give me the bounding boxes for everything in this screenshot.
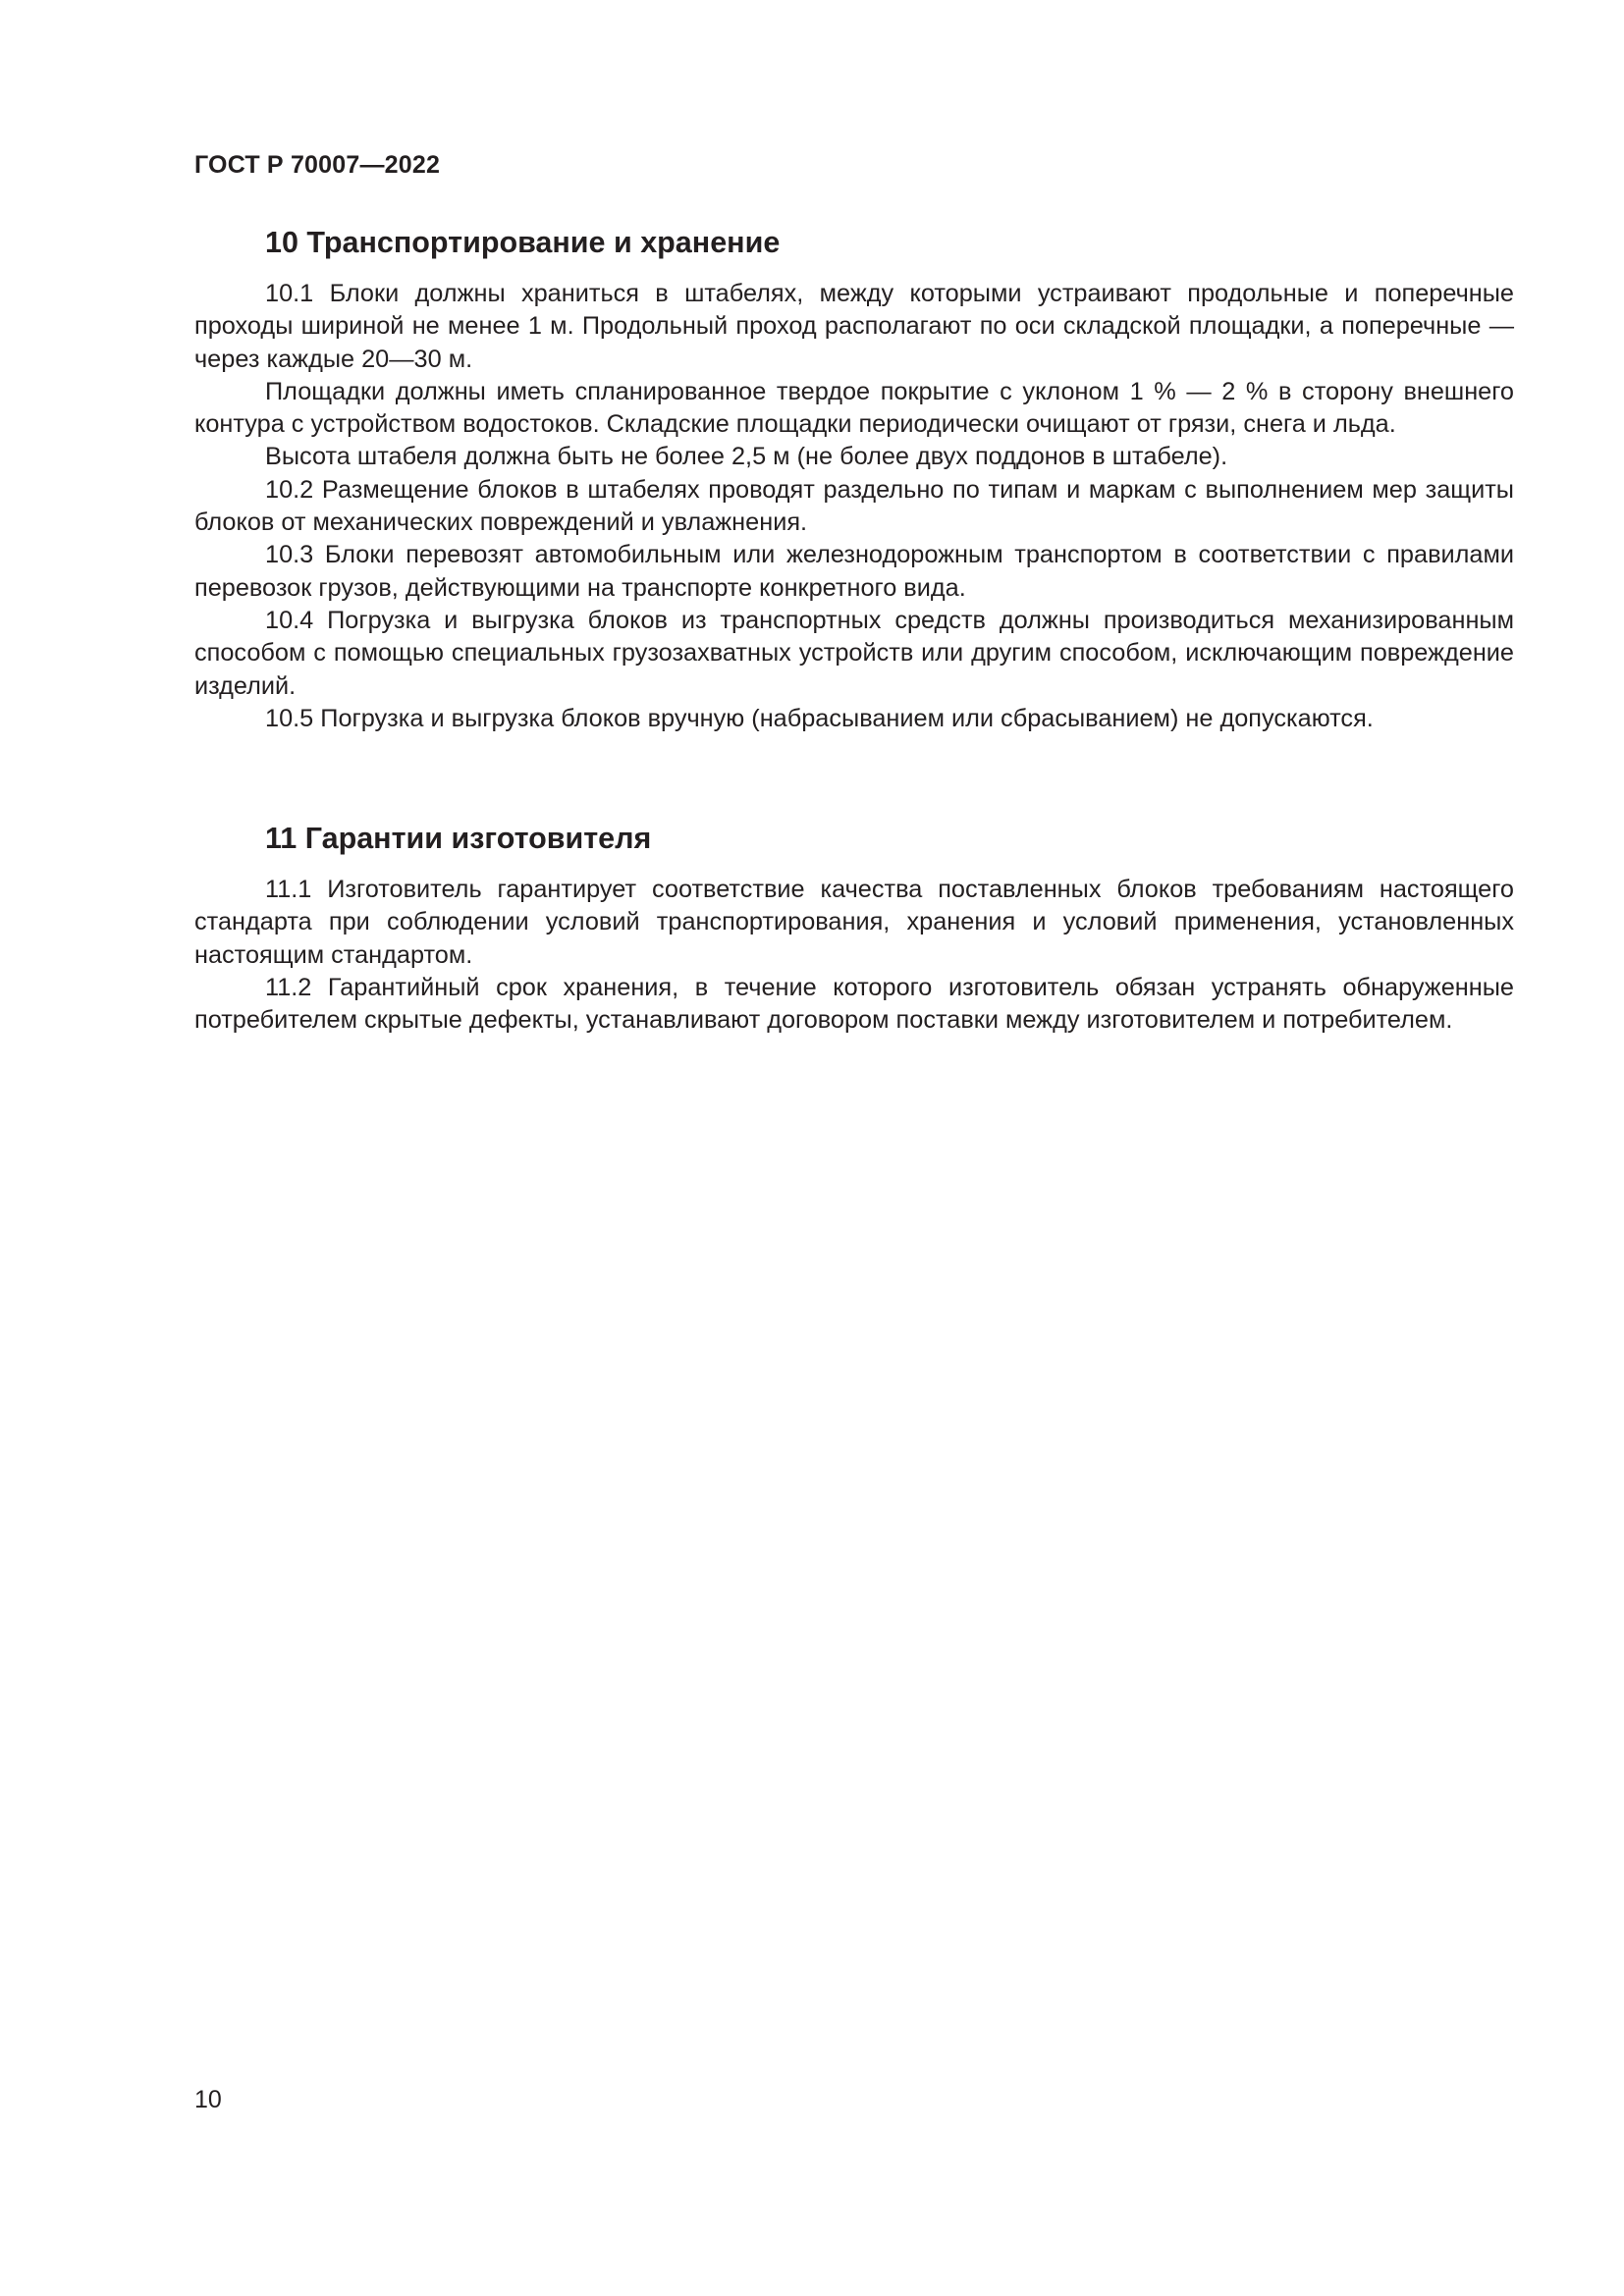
paragraph-sites: Площадки должны иметь спланированное твердое покрытие с уклоном 1 % — 2 % в сторону внешнего контура с устройством водостоков. Складские площадки периодически очищают от грязи, снега и льда. [194,377,1514,439]
page-number: 10 [194,2086,222,2113]
paragraph-10-4: 10.4 Погрузка и выгрузка блоков из транспортных средств должны производиться механизированным способом с помощью специальных грузозахватных устройств или другим способом, исключающим повреждение изделий. [194,606,1514,700]
paragraph-11-1: 11.1 Изготовитель гарантирует соответствие качества поставленных блоков требованиям настоящего стандарта при соблюдении условий транспортирования, хранения и условий применения, установленных настоящим стандартом. [194,876,1514,969]
paragraph-10-1: 10.1 Блоки должны храниться в штабелях, между которыми устраивают продольные и поперечные проходы шириной не менее 1 м. Продольный проход располагают по оси складской площадки, а поперечные — через каждые 20—30 м. [194,280,1514,373]
paragraph-11-2: 11.2 Гарантийный срок хранения, в течение которого изготовитель обязан устранять обнаруженные потребителем скрытые дефекты, устанавливают договором поставки между изготовителем и потребителем. [194,973,1514,1035]
section-manufacturer-warranty [194,819,1514,1037]
paragraph-stack-height: Высота штабеля должна быть не более 2,5 м (не более двух поддонов в штабеле). [265,443,1228,471]
section-title: 10 Транспортирование и хранение [265,226,781,259]
section-transport-storage [194,223,1514,735]
section-title: 11 Гарантии изготовителя [265,822,652,855]
paragraph-10-5: 10.5 Погрузка и выгрузка блоков вручную (набрасыванием или сбрасыванием) не допускаются. [265,704,1374,732]
standard-code-header: ГОСТ Р 70007—2022 [194,151,441,179]
paragraph-10-3: 10.3 Блоки перевозят автомобильным или железнодорожным транспортом в соответствии с правилами перевозок грузов, действующими на транспорте конкретного вида. [194,541,1514,602]
paragraph-10-2: 10.2 Размещение блоков в штабелях проводят раздельно по типам и маркам с выполнением мер защиты блоков от механических повреждений и увлажнения. [194,475,1514,537]
